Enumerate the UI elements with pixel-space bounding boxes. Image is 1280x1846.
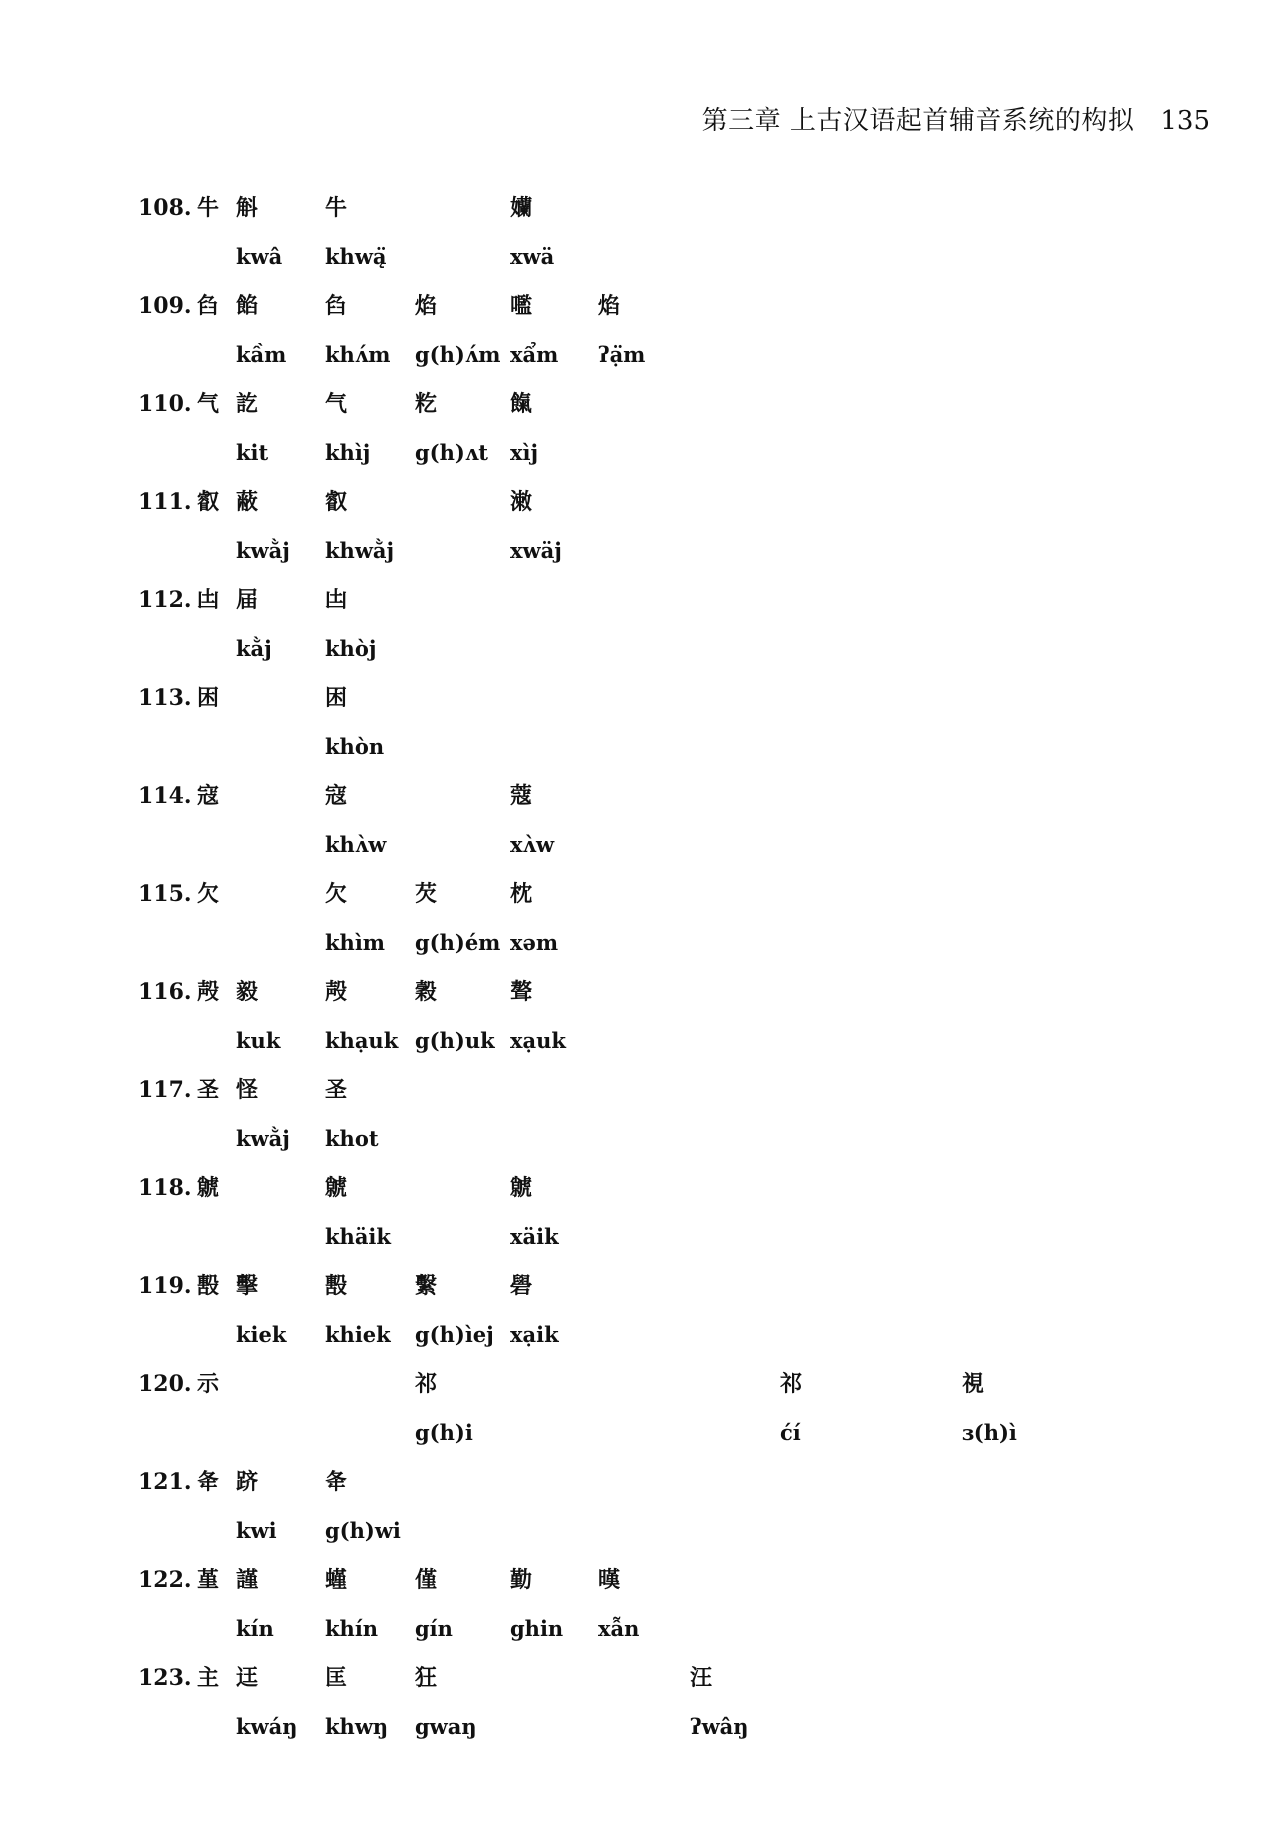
reading: g(h)i bbox=[415, 1420, 473, 1445]
reading: g(h)ìej bbox=[415, 1322, 494, 1347]
reading: xʌ̀w bbox=[510, 832, 555, 857]
entry-number: 121. bbox=[138, 1469, 192, 1495]
phonetic-element: 虩 bbox=[197, 1175, 220, 1201]
reading: gwaŋ bbox=[415, 1714, 477, 1739]
character: 穀 bbox=[415, 979, 438, 1005]
entry-characters bbox=[0, 1462, 1280, 1502]
entry-characters bbox=[0, 1364, 1280, 1404]
character: 祁 bbox=[415, 1371, 438, 1397]
entry-readings bbox=[0, 237, 1280, 277]
running-header bbox=[702, 100, 1210, 137]
reading: khín bbox=[325, 1616, 379, 1641]
reading: g(h)uk bbox=[415, 1028, 495, 1053]
entry-number: 116. bbox=[138, 979, 192, 1005]
reading: xwäj bbox=[510, 538, 562, 563]
entry-characters bbox=[0, 776, 1280, 816]
entry bbox=[0, 1266, 1280, 1364]
entry-readings bbox=[0, 531, 1280, 571]
phonetic-element: 毄 bbox=[197, 1273, 220, 1299]
entry-characters bbox=[0, 384, 1280, 424]
reading: khòn bbox=[325, 734, 385, 759]
entry-number: 118. bbox=[138, 1175, 192, 1201]
entry-characters bbox=[0, 1070, 1280, 1110]
entry bbox=[0, 384, 1280, 482]
entry-characters bbox=[0, 972, 1280, 1012]
character: 牛 bbox=[325, 195, 348, 221]
character: 匡 bbox=[325, 1665, 348, 1691]
character: 斛 bbox=[236, 195, 259, 221]
reading: ghin bbox=[510, 1616, 564, 1641]
phonetic-element: 欠 bbox=[197, 881, 220, 907]
phonetic-element: 堇 bbox=[197, 1567, 220, 1593]
entry-characters bbox=[0, 1266, 1280, 1306]
reading: ćí bbox=[780, 1420, 801, 1445]
character: 虩 bbox=[325, 1175, 348, 1201]
reading: xìj bbox=[510, 440, 539, 465]
character: 暵 bbox=[598, 1567, 621, 1593]
entry-number: 111. bbox=[138, 489, 192, 515]
character: 孏 bbox=[510, 195, 533, 221]
reading: kiek bbox=[236, 1322, 287, 1347]
phonetic-element: 凷 bbox=[197, 587, 220, 613]
character: 勤 bbox=[510, 1567, 533, 1593]
entry-readings bbox=[0, 1119, 1280, 1159]
reading: khạuk bbox=[325, 1028, 399, 1053]
character: 枕 bbox=[510, 881, 533, 907]
chapter-title: 第三章 上古汉语起首辅音系统的构拟 bbox=[701, 106, 1135, 136]
reading: kwi bbox=[236, 1518, 277, 1543]
reading: gín bbox=[415, 1616, 453, 1641]
character: 僅 bbox=[415, 1567, 438, 1593]
phonetic-element: 殸 bbox=[197, 979, 220, 1005]
entry-number: 113. bbox=[138, 685, 192, 711]
reading: xəm bbox=[510, 930, 559, 955]
entry-readings bbox=[0, 433, 1280, 473]
entry-number: 110. bbox=[138, 391, 192, 417]
character: 訖 bbox=[236, 391, 259, 417]
entry-readings bbox=[0, 923, 1280, 963]
entry-number: 123. bbox=[138, 1665, 192, 1691]
reading: khäik bbox=[325, 1224, 391, 1249]
phonetic-element: 气 bbox=[197, 391, 220, 417]
entry bbox=[0, 188, 1280, 286]
reading: kwằj bbox=[236, 538, 290, 563]
entry bbox=[0, 1658, 1280, 1756]
reading: xạuk bbox=[510, 1028, 566, 1053]
character: 芡 bbox=[415, 881, 438, 907]
entry-readings bbox=[0, 335, 1280, 375]
character: 叡 bbox=[325, 489, 348, 515]
reading: khʌ̀w bbox=[325, 832, 387, 857]
entry-characters bbox=[0, 188, 1280, 228]
character: 蔽 bbox=[236, 489, 259, 515]
character: 迋 bbox=[236, 1665, 259, 1691]
reading: xạik bbox=[510, 1322, 559, 1347]
entry-number: 119. bbox=[138, 1273, 192, 1299]
entry-characters bbox=[0, 580, 1280, 620]
reading: ʔạ̈m bbox=[598, 342, 646, 367]
reading: kwáŋ bbox=[236, 1714, 298, 1739]
character: 届 bbox=[236, 587, 259, 613]
entry bbox=[0, 678, 1280, 776]
entry-characters bbox=[0, 1168, 1280, 1208]
entry-readings bbox=[0, 1315, 1280, 1355]
entry bbox=[0, 1560, 1280, 1658]
character: 虩 bbox=[510, 1175, 533, 1201]
character: 謹 bbox=[236, 1567, 259, 1593]
phonetic-element: 圣 bbox=[197, 1077, 220, 1103]
character: 欠 bbox=[325, 881, 348, 907]
entry-number: 120. bbox=[138, 1371, 192, 1397]
reading: xäik bbox=[510, 1224, 559, 1249]
entry-number: 117. bbox=[138, 1077, 192, 1103]
reading: khìm bbox=[325, 930, 386, 955]
entry-number: 114. bbox=[138, 783, 192, 809]
character: 圣 bbox=[325, 1077, 348, 1103]
phonetic-element: 主 bbox=[197, 1665, 220, 1691]
reading: khwą̈ bbox=[325, 244, 387, 269]
entry bbox=[0, 1168, 1280, 1266]
character: 餡 bbox=[236, 293, 259, 319]
reading: xẫn bbox=[598, 1616, 640, 1641]
character: 嚂 bbox=[510, 293, 533, 319]
entry bbox=[0, 1364, 1280, 1462]
character: 夅 bbox=[325, 1469, 348, 1495]
reading: kwằj bbox=[236, 1126, 290, 1151]
entry-number: 112. bbox=[138, 587, 192, 613]
reading: kín bbox=[236, 1616, 274, 1641]
character: 气 bbox=[325, 391, 348, 417]
entry-number: 109. bbox=[138, 293, 192, 319]
reading: kầm bbox=[236, 342, 287, 367]
entry-characters bbox=[0, 1560, 1280, 1600]
entry-readings bbox=[0, 1707, 1280, 1747]
reading: khwằj bbox=[325, 538, 395, 563]
character: 毅 bbox=[236, 979, 259, 1005]
character: 殸 bbox=[325, 979, 348, 1005]
character: 礐 bbox=[510, 1273, 533, 1299]
entry-readings bbox=[0, 727, 1280, 767]
entry bbox=[0, 1070, 1280, 1168]
entry bbox=[0, 972, 1280, 1070]
entry-readings bbox=[0, 825, 1280, 865]
entry-readings bbox=[0, 1511, 1280, 1551]
phonetic-element: 臽 bbox=[197, 293, 220, 319]
character: 擊 bbox=[236, 1273, 259, 1299]
character: 祁 bbox=[780, 1371, 803, 1397]
entry bbox=[0, 482, 1280, 580]
reading: g(h)wi bbox=[325, 1518, 401, 1543]
reading: g(h)ém bbox=[415, 930, 501, 955]
character: 繫 bbox=[415, 1273, 438, 1299]
reading: g(h)ʌ́m bbox=[415, 342, 501, 367]
reading: khiek bbox=[325, 1322, 391, 1347]
entry-number: 108. bbox=[138, 195, 192, 221]
phonetic-element: 示 bbox=[197, 1371, 220, 1397]
reading: g(h)ʌt bbox=[415, 440, 488, 465]
entry-readings bbox=[0, 1217, 1280, 1257]
reading: ɜ(h)ì bbox=[962, 1420, 1017, 1445]
character: 毄 bbox=[325, 1273, 348, 1299]
entry-readings bbox=[0, 1021, 1280, 1061]
reading: khòj bbox=[325, 636, 377, 661]
entry-characters bbox=[0, 678, 1280, 718]
character: 聱 bbox=[510, 979, 533, 1005]
entry bbox=[0, 580, 1280, 678]
character: 寇 bbox=[325, 783, 348, 809]
reading: kuk bbox=[236, 1028, 281, 1053]
entry bbox=[0, 1462, 1280, 1560]
character: 跻 bbox=[236, 1469, 259, 1495]
reading: khot bbox=[325, 1126, 379, 1151]
character: 困 bbox=[325, 685, 348, 711]
character: 臽 bbox=[325, 293, 348, 319]
reading: ʔwâŋ bbox=[690, 1714, 749, 1739]
entry-characters bbox=[0, 286, 1280, 326]
character: 焰 bbox=[415, 293, 438, 319]
entry-number: 115. bbox=[138, 881, 192, 907]
character: 餼 bbox=[510, 391, 533, 417]
reading: kwâ bbox=[236, 244, 283, 269]
character: 焰 bbox=[598, 293, 621, 319]
character: 凷 bbox=[325, 587, 348, 613]
entry-readings bbox=[0, 1609, 1280, 1649]
character: 螼 bbox=[325, 1567, 348, 1593]
phonetic-element: 寇 bbox=[197, 783, 220, 809]
entry bbox=[0, 776, 1280, 874]
character: 蔻 bbox=[510, 783, 533, 809]
character: 籺 bbox=[415, 391, 438, 417]
reading: kit bbox=[236, 440, 269, 465]
reading: khʌ́m bbox=[325, 342, 391, 367]
reading: xẩm bbox=[510, 342, 559, 367]
reading: khwŋ bbox=[325, 1714, 389, 1739]
entry-number: 122. bbox=[138, 1567, 192, 1593]
entry-readings bbox=[0, 629, 1280, 669]
reading: kằj bbox=[236, 636, 272, 661]
phonetic-element: 牛 bbox=[197, 195, 220, 221]
character: 視 bbox=[962, 1371, 985, 1397]
character: 潄 bbox=[510, 489, 533, 515]
entry bbox=[0, 286, 1280, 384]
entry-characters bbox=[0, 482, 1280, 522]
page-number: 135 bbox=[1160, 106, 1210, 136]
phonetic-element: 困 bbox=[197, 685, 220, 711]
phonetic-element: 叡 bbox=[197, 489, 220, 515]
character: 狂 bbox=[415, 1665, 438, 1691]
entry-characters bbox=[0, 874, 1280, 914]
entry-characters bbox=[0, 1658, 1280, 1698]
reading: xwä bbox=[510, 244, 555, 269]
entry bbox=[0, 874, 1280, 972]
character: 怪 bbox=[236, 1077, 259, 1103]
character: 汪 bbox=[690, 1665, 713, 1691]
reading: khìj bbox=[325, 440, 371, 465]
phonetic-element: 夅 bbox=[197, 1469, 220, 1495]
entry-readings bbox=[0, 1413, 1280, 1453]
